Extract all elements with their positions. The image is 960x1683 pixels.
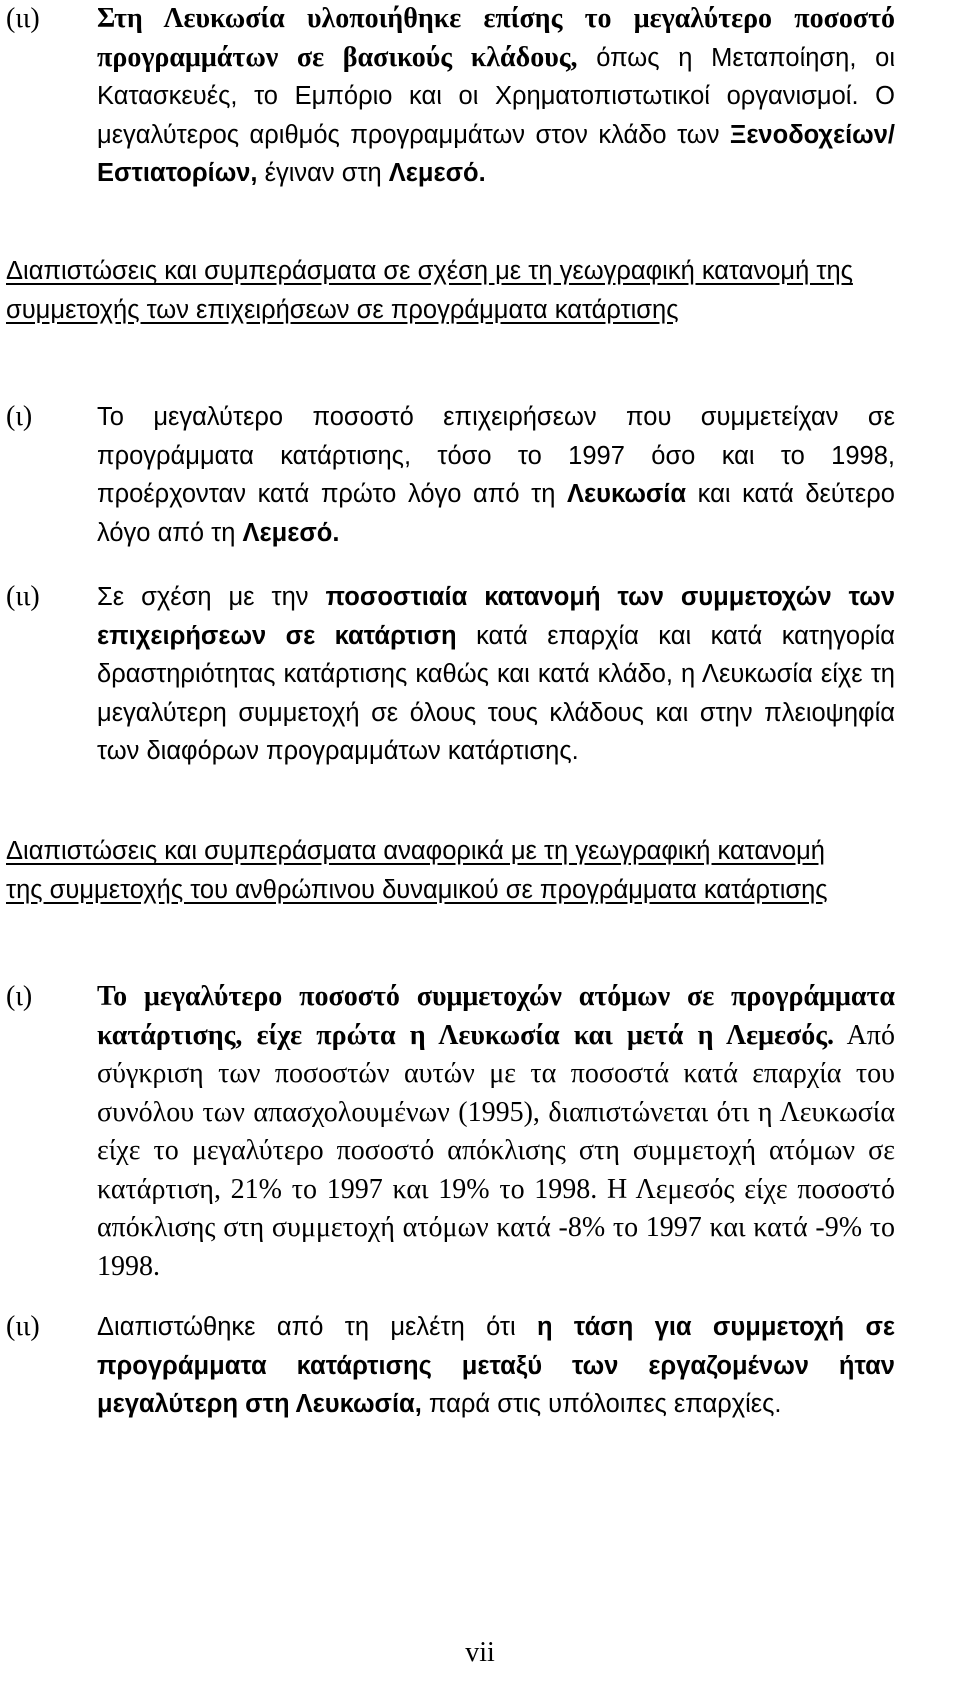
item-text	[97, 578, 895, 771]
bold-text: Το μεγαλύτερο ποσοστό συμμετοχών ατόμων σε προγράμματα κατάρτισης, είχε πρώτα η Λευκωσία και μετά η Λεμεσός.	[97, 981, 895, 1051]
text-span: έγιναν στη	[257, 159, 389, 187]
bold-text: Ξενοδοχείων/Εστιατορίων,	[97, 120, 895, 187]
section-heading-2: Διαπιστώσεις και συμπεράσματα αναφορικά με τη γεωγραφική κατανομή της συμμετοχής του ανθρώπινου δυναμικού σε προγράμματα κατάρτισης	[6, 837, 828, 904]
paragraph-item-3	[6, 578, 946, 771]
bold-text: Λεμεσό.	[242, 518, 340, 547]
bold-text: η τάση για συμμετοχή σε προγράμματα κατάρτισης μεταξύ των εργαζομένων ήταν μεγαλύτερη στη Λευκωσία,	[97, 1313, 895, 1418]
item-number: (ιι)	[6, 1311, 40, 1342]
bold-text: Λεμεσό.	[388, 159, 486, 187]
paragraph-item-4	[6, 978, 946, 1286]
text-span: όπως η Μεταποίηση, οι Κατασκευές, το Εμπόριο και οι Χρηματοπιστωτικοί οργανισμοί. Ο μεγαλύτερος αριθμός προγραμμάτων στον κλάδο των	[97, 43, 895, 149]
text-span: Σε σχέση με την	[97, 583, 326, 611]
item-number: (ι)	[6, 981, 33, 1012]
item-number: (ιι)	[6, 581, 40, 612]
text-span: Το μεγαλύτερο ποσοστό επιχειρήσεων που συμμετείχαν σε προγράμματα κατάρτισης, τόσο το 1997 όσο και το 1998, προέρχονταν κατά πρώτο λόγο από τη	[97, 403, 895, 508]
text-span: παρά στις υπόλοιπες επαρχίες.	[421, 1390, 782, 1418]
page-number: vii	[465, 1637, 495, 1668]
paragraph-item-1	[6, 0, 946, 193]
text-span: και κατά δεύτερο λόγο από τη	[97, 480, 895, 547]
item-text	[97, 398, 895, 552]
item-number: (ι)	[6, 401, 33, 432]
text-span: Από σύγκριση των ποσοστών αυτών με τα ποσοστά κατά επαρχία του συνόλου των απασχολουμένων (1995), διαπιστώνεται ότι η Λευκωσία είχε το μεγαλύτερο ποσοστό απόκλισης στη συμμετοχή ατόμων σε κατάρτιση, 21% το 1997 και 19% το 1998. Η Λεμεσός είχε ποσοστό απόκλισης στη συμμετοχή ατόμων κατά -8% το 1997 και κατά -9% το 1998.	[97, 1019, 895, 1282]
paragraph-item-2	[6, 398, 946, 552]
paragraph-item-5	[6, 1308, 946, 1424]
item-text	[97, 978, 895, 1286]
item-text	[97, 0, 895, 193]
bold-text: Στη Λευκωσία υλοποιήθηκε επίσης το μεγαλύτερο ποσοστό προγραμμάτων σε βασικούς κλάδους,	[97, 3, 895, 73]
item-text	[97, 1308, 895, 1424]
bold-text: Λευκωσία	[567, 480, 687, 508]
item-number: (ιι)	[6, 3, 40, 34]
bold-text: ποσοστιαία κατανομή των συμμετοχών των επιχειρήσεων σε κατάρτιση	[97, 583, 896, 650]
text-span: κατά επαρχία και κατά κατηγορία δραστηριότητας κατάρτισης καθώς και κατά κλάδο, η Λευκωσία είχε τη μεγαλύτερη συμμετοχή σε όλους τους κλάδους και στην πλειοψηφία των διαφόρων προγραμμάτων κατάρτισης.	[97, 621, 895, 765]
text-span: Διαπιστώθηκε από τη μελέτη ότι	[97, 1313, 538, 1341]
section-heading-1: Διαπιστώσεις και συμπεράσματα σε σχέση με τη γεωγραφική κατανομή της συμμετοχής των επιχειρήσεων σε προγράμματα κατάρτισης	[6, 257, 853, 324]
